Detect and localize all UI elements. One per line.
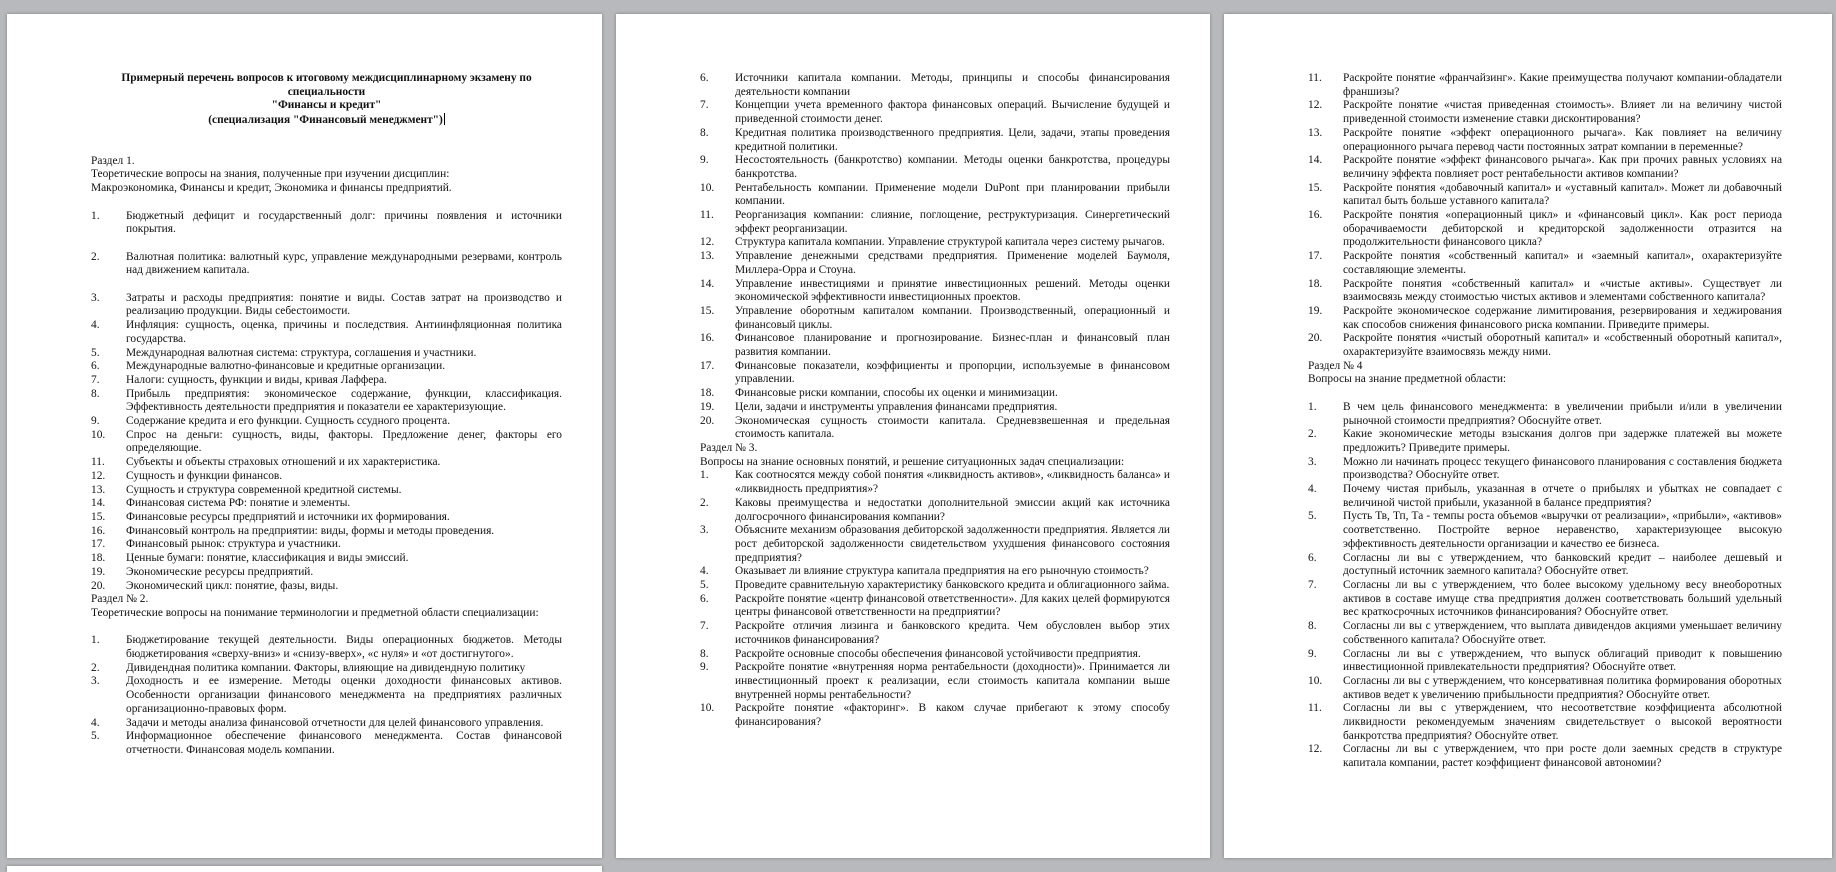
item-number: 5.	[91, 346, 100, 359]
item-number: 20.	[91, 579, 106, 592]
section-heading: Раздел № 2.	[91, 593, 149, 606]
item-text: Структура капитала компании. Управление структурой капитала через систему рычагов.	[735, 236, 1165, 249]
item-number: 16.	[91, 524, 106, 537]
item-text: Бюджетирование текущей деятельности. Виды операционных бюджетов. Методы бюджетирования «сверху-вниз» и «снизу-вверх», «с нуля» и «от достигнутого».	[126, 634, 562, 660]
item-text: Каковы преимущества и недостатки дополнительной эмиссии акций как источника долгосрочного финансирования компании?	[735, 496, 1170, 523]
item-number: 9.	[700, 661, 709, 674]
list-item	[700, 154, 1170, 181]
item-number: 10.	[700, 181, 715, 194]
item-text: Раскройте основные способы обеспечения финансовой устойчивости предприятия.	[735, 647, 1141, 660]
list-item	[1308, 401, 1782, 428]
list-item	[91, 566, 562, 580]
list-item	[1308, 456, 1782, 483]
item-number: 3.	[91, 291, 100, 304]
list-item	[1308, 72, 1782, 99]
item-text: Раскройте понятие «центр финансовой ответственности». Для каких целей формируются центры финансовой ответственности на предприятии?	[735, 592, 1170, 619]
item-number: 15.	[91, 510, 106, 523]
item-number: 10.	[700, 702, 715, 715]
item-number: 7.	[700, 620, 709, 633]
item-number: 18.	[1308, 277, 1323, 290]
question-list	[91, 210, 562, 594]
item-text: Финансовый контроль на предприятии: виды, формы и методы проведения.	[126, 524, 495, 537]
item-text: Раскройте понятие «чистая приведенная стоимость». Влияет ли на величину чистой приведенной стоимости изменение ставки дисконтирования?	[1343, 99, 1782, 126]
list-item	[91, 730, 562, 757]
question-list	[1308, 401, 1782, 771]
list-item	[91, 634, 562, 661]
list-item	[91, 319, 562, 346]
document-page-3	[1224, 14, 1832, 858]
item-number: 8.	[700, 126, 709, 139]
item-text: Какие экономические методы взыскания долгов при задержке платежей вы можете предложить? Приведите примеры.	[1343, 428, 1782, 454]
list-item	[1308, 552, 1782, 579]
list-item	[91, 360, 562, 374]
item-text: Раскройте отличия лизинга и банковского кредита. Чем обусловлен выбор этих источников финансирования?	[735, 620, 1170, 646]
item-number: 9.	[91, 415, 100, 428]
item-number: 20.	[700, 414, 715, 427]
list-item	[91, 429, 562, 456]
item-number: 8.	[1308, 620, 1317, 633]
list-item	[91, 580, 562, 594]
list-item	[1308, 305, 1782, 332]
item-number: 6.	[1308, 551, 1317, 564]
list-item	[91, 484, 562, 498]
list-item	[700, 209, 1170, 236]
list-item	[700, 415, 1170, 442]
item-text: Финансовые показатели, коэффициенты и пропорции, используемые в финансовом управлении.	[735, 359, 1170, 386]
list-item	[1308, 743, 1782, 770]
section-intro: Макроэкономика, Финансы и кредит, Экономика и финансы предприятий.	[91, 182, 452, 195]
item-text: Согласны ли вы с утверждением, что выплата дивидендов акциями уменьшает величину собственного капитала? Обоснуйте ответ.	[1343, 620, 1782, 646]
item-text: Раскройте понятия «собственный капитал» и «заемный капитал», охарактеризуйте составляющие элементы.	[1343, 250, 1782, 276]
list-item	[1308, 702, 1782, 743]
item-number: 6.	[700, 72, 709, 84]
item-number: 5.	[700, 579, 709, 592]
item-text: Валютная политика: валютный курс, управление международными резервами, контроль над движением капитала.	[126, 250, 562, 277]
item-text: Экономическая сущность стоимости капитала. Средневзвешенная и предельная стоимость капитала.	[735, 414, 1170, 441]
list-item	[700, 305, 1170, 332]
document-title: Примерный перечень вопросов к итоговому междисциплинарному экзамену по специальности "Финансы и кредит" (специализация "Финансовый менеджмент")	[121, 72, 532, 126]
item-number: 9.	[700, 154, 709, 167]
item-text: Экономический цикл: понятие, фазы, виды.	[126, 579, 339, 592]
list-item	[91, 347, 562, 361]
item-number: 8.	[700, 647, 709, 660]
item-number: 7.	[1308, 579, 1317, 591]
item-number: 6.	[700, 592, 709, 605]
item-text: Сущность и структура современной кредитной системы.	[126, 483, 402, 496]
item-number: 3.	[700, 524, 709, 537]
list-item	[1308, 648, 1782, 675]
list-item	[700, 702, 1170, 729]
item-text: Субъекты и объекты страховых отношений и их характеристика.	[126, 456, 441, 469]
list-item	[91, 470, 562, 484]
list-item	[91, 675, 562, 716]
item-number: 12.	[1308, 743, 1323, 756]
section-intro: Вопросы на знание основных понятий, и решение ситуационных задач специализации:	[700, 455, 1125, 468]
list-item	[700, 99, 1170, 126]
item-text: Прибыль предприятия: экономическое содержание, функции, классификация. Эффективность деятельности предприятия и показатели ее характеризующие.	[126, 387, 562, 414]
item-text: Международные валютно-финансовые и кредитные организации.	[126, 360, 446, 373]
item-number: 1.	[700, 469, 709, 482]
item-text: Финансовая система РФ: понятие и элементы.	[126, 497, 351, 510]
list-item	[1308, 99, 1782, 126]
item-text: Раскройте понятия «собственный капитал» и «чистые активы». Существует ли взаимосвязь между стоимостью чистых активов и элементами собственного капитала?	[1343, 277, 1782, 304]
item-text: Цели, задачи и инструменты управления финансами предприятия.	[735, 400, 1058, 413]
item-text: Согласны ли вы с утверждением, что консервативная политика формирования оборотных активов ведет к увеличению прибыльности предприятия? Обоснуйте ответ.	[1343, 674, 1782, 701]
list-item	[1308, 154, 1782, 181]
item-text: Управление денежными средствами предприятия. Применение моделей Баумоля, Миллера-Орра и Стоуна.	[735, 250, 1170, 276]
item-number: 15.	[700, 304, 715, 317]
list-item	[700, 360, 1170, 387]
item-number: 2.	[700, 496, 709, 509]
item-number: 7.	[91, 373, 100, 386]
item-number: 20.	[1308, 332, 1323, 345]
list-item	[700, 127, 1170, 154]
item-text: Инфляция: сущность, оценка, причины и последствия. Антиинфляционная политика государства.	[126, 319, 562, 345]
section-heading: Раздел № 3.	[700, 441, 758, 454]
item-number: 3.	[91, 675, 100, 688]
item-number: 5.	[91, 730, 100, 743]
item-text: Задачи и методы анализа финансовой отчетности для целей финансового управления.	[126, 716, 544, 729]
list-item	[700, 401, 1170, 415]
item-text: Несостоятельность (банкротство) компании. Методы оценки банкротства, процедуры банкротства.	[735, 154, 1170, 180]
item-text: Источники капитала компании. Методы, принципы и способы финансирования деятельности компании	[735, 72, 1170, 98]
list-item	[1308, 332, 1782, 359]
list-item	[700, 250, 1170, 277]
item-text: Раскройте экономическое содержание лимитирования, резервирования и хеджирования как способов снижения финансового риска компании. Приведите примеры.	[1343, 304, 1782, 331]
item-number: 2.	[91, 661, 100, 674]
item-number: 10.	[1308, 674, 1323, 687]
list-item	[91, 456, 562, 470]
item-number: 16.	[700, 332, 715, 345]
section-intro: Теоретические вопросы на понимание терминологии и предметной области специализации:	[91, 606, 539, 619]
list-item	[700, 565, 1170, 579]
item-number: 11.	[91, 456, 105, 469]
question-list	[1308, 72, 1782, 360]
list-item	[91, 388, 562, 415]
item-number: 4.	[91, 319, 100, 332]
list-item	[700, 620, 1170, 647]
item-text: В чем цель финансового менеджмента: в увеличении прибыли и/или в увеличении рыночной стоимости предприятия? Обоснуйте ответ.	[1343, 400, 1782, 427]
item-text: Оказывает ли влияние структура капитала предприятия на его рыночную стоимость?	[735, 565, 1149, 578]
list-item	[91, 374, 562, 388]
list-item	[1308, 510, 1782, 551]
list-item	[91, 662, 562, 676]
item-text: Раскройте понятия «операционный цикл» и «финансовый цикл». Как рост периода оборачиваемости дебиторской и кредиторской задолженности отразится на продолжительности финансового цикла?	[1343, 209, 1782, 249]
item-number: 1.	[91, 209, 100, 222]
next-page-edge	[7, 866, 602, 872]
item-text: Финансовые ресурсы предприятий и источники их формирования.	[126, 510, 450, 523]
item-text: Рентабельность компании. Применение модели DuPont при планировании прибыли компании.	[735, 181, 1170, 208]
item-number: 13.	[91, 483, 106, 496]
item-text: Управление инвестициями и принятие инвестиционных решений. Методы оценки экономической эффективности инвестиционных проектов.	[735, 277, 1170, 304]
list-item	[700, 579, 1170, 593]
section-intro: Теоретические вопросы на знания, полученные при изучении дисциплин:	[91, 168, 450, 181]
list-item	[91, 717, 562, 731]
item-text: Кредитная политика производственного предприятия. Цели, задачи, этапы проведения кредитной политики.	[735, 126, 1170, 153]
list-item	[700, 387, 1170, 401]
section-intro: Вопросы на знание предметной области:	[1308, 373, 1507, 386]
list-item	[1308, 483, 1782, 510]
item-text: Информационное обеспечение финансового менеджмента. Состав финансовой отчетности. Финансовая модель компании.	[126, 730, 562, 756]
list-item	[700, 524, 1170, 565]
section-heading: Раздел 1.	[91, 154, 135, 167]
item-number: 7.	[700, 99, 709, 112]
item-number: 4.	[91, 716, 100, 729]
item-number: 19.	[700, 400, 715, 413]
list-item	[700, 72, 1170, 99]
item-number: 15.	[1308, 181, 1323, 194]
item-number: 11.	[1308, 702, 1322, 715]
question-list	[700, 469, 1170, 729]
item-text: Финансовое планирование и прогнозирование. Бизнес-план и финансовый план развития компании.	[735, 332, 1170, 359]
item-text: Реорганизация компании: слияние, поглощение, реструктуризация. Синергетический эффект реорганизации.	[735, 209, 1170, 235]
list-item	[91, 511, 562, 525]
list-item	[1308, 675, 1782, 702]
list-item	[700, 661, 1170, 702]
item-text: Раскройте понятие «эффект операционного рычага». Как повлияет на величину операционного рычага перевод части постоянных затрат компании в переменные?	[1343, 126, 1782, 153]
text-cursor	[444, 113, 445, 125]
item-text: Финансовые риски компании, способы их оценки и минимизации.	[735, 387, 1058, 400]
list-item	[1308, 579, 1782, 620]
item-text: Согласны ли вы с утверждением, что более высокому удельному весу внеоборотных активов в составе имуще ства предприятия должен соответствовать больший удельный вес краткосрочных источников финансирования? Обоснуйте ответ.	[1343, 579, 1782, 619]
item-text: Согласны ли вы с утверждением, что несоответствие коэффициента абсолютной ликвидности рекомендуемым значениям свидетельствует о высокой вероятности банкротства предприятия? Обоснуйте ответ.	[1343, 702, 1782, 742]
item-number: 12.	[1308, 99, 1323, 112]
question-list	[700, 72, 1170, 442]
list-item	[700, 236, 1170, 250]
item-number: 16.	[1308, 209, 1323, 222]
document-page-2	[616, 14, 1210, 858]
item-number: 10.	[91, 428, 106, 441]
item-text: Согласны ли вы с утверждением, что выпуск облигаций приводит к повышению инвестиционной привлекательности предприятия? Обоснуйте ответ.	[1343, 647, 1782, 674]
item-text: Сущность и функции финансов.	[126, 469, 283, 482]
list-item	[700, 593, 1170, 620]
item-number: 19.	[1308, 304, 1323, 317]
list-item	[700, 332, 1170, 359]
item-number: 1.	[91, 634, 100, 647]
item-text: Согласны ли вы с утверждением, что при росте доли заемных средств в структуре капитала компании, растет коэффициент финансовой автономии?	[1343, 743, 1782, 770]
list-item	[91, 538, 562, 552]
list-item	[1308, 278, 1782, 305]
item-text: Доходность и ее измерение. Методы оценки доходности финансовых активов. Особенности организации финансового менеджмента на предприятиях различных организационно-правовых форм.	[126, 675, 562, 715]
item-text: Раскройте понятие «эффект финансового рычага». Как при прочих равных условиях на величину эффекта повлияет рост рентабельности активов компании?	[1343, 154, 1782, 180]
item-number: 14.	[700, 277, 715, 290]
list-item	[700, 278, 1170, 305]
list-item	[700, 648, 1170, 662]
item-number: 11.	[700, 209, 714, 222]
list-item	[91, 292, 562, 319]
list-item	[700, 469, 1170, 496]
item-text: Объясните механизм образования дебиторской задолженности предприятия. Является ли рост дебиторской задолженности свидетельством ухудшения финансового состояния предприятия?	[735, 524, 1170, 564]
item-text: Финансовый рынок: структура и участники.	[126, 538, 341, 551]
item-text: Управление оборотным капиталом компании. Производственный, операционный и финансовый циклы.	[735, 304, 1170, 331]
item-text: Проведите сравнительную характеристику банковского кредита и облигационного займа.	[735, 579, 1170, 592]
list-item	[91, 525, 562, 539]
item-text: Раскройте понятие «внутренняя норма рентабельности (доходности)». Принимается ли инвестиционный проект к реализации, если стоимость капитала компании выше внутренней нормы рентабельности?	[735, 661, 1170, 701]
list-item	[1308, 209, 1782, 250]
item-text: Международная валютная система: структура, соглашения и участники.	[126, 346, 477, 359]
item-text: Раскройте понятия «чистый оборотный капитал» и «собственный оборотный капитал», охарактеризуйте взаимосвязь между ними.	[1343, 332, 1782, 359]
list-item	[1308, 182, 1782, 209]
item-text: Бюджетный дефицит и государственный долг: причины появления и источники покрытия.	[126, 209, 562, 236]
item-number: 17.	[700, 359, 715, 372]
item-number: 18.	[91, 552, 106, 565]
item-number: 12.	[91, 469, 106, 482]
item-number: 18.	[700, 387, 715, 400]
item-number: 11.	[1308, 72, 1322, 84]
item-text: Ценные бумаги: понятие, классификация и виды эмиссий.	[126, 552, 409, 565]
list-item	[91, 552, 562, 566]
item-text: Раскройте понятие «франчайзинг». Какие преимущества получают компании-обладатели франшизы?	[1343, 72, 1782, 98]
item-text: Налоги: сущность, функции и виды, кривая Лаффера.	[126, 373, 387, 386]
section-heading: Раздел № 4	[1308, 359, 1363, 372]
list-item	[91, 497, 562, 511]
item-text: Как соотносятся между собой понятия «ликвидность активов», «ликвидность баланса» и «ликвидность предприятия»?	[735, 469, 1170, 496]
item-text: Пусть Тв, Тп, Та - темпы роста объемов «выручки от реализации», «прибыли», «активов» соответственно. Постройте верное неравенство, характеризующее высокую эффективность деятельности организации и качество ее бизнеса.	[1343, 510, 1782, 550]
document-page-1	[7, 14, 602, 858]
item-number: 9.	[1308, 647, 1317, 660]
item-number: 14.	[91, 497, 106, 510]
item-text: Можно ли начинать процесс текущего финансового планирования с составления бюджета производства? Обоснуйте ответ.	[1343, 455, 1782, 482]
item-number: 13.	[700, 250, 715, 263]
item-number: 2.	[91, 250, 100, 263]
item-number: 5.	[1308, 510, 1317, 523]
item-text: Спрос на деньги: сущность, виды, факторы. Предложение денег, факторы его определяющие.	[126, 428, 562, 455]
list-item	[1308, 250, 1782, 277]
list-item	[700, 182, 1170, 209]
item-number: 14.	[1308, 154, 1323, 167]
item-text: Концепции учета временного фактора финансовых операций. Вычисление будущей и приведенной стоимости денег.	[735, 99, 1170, 126]
item-number: 17.	[91, 538, 106, 551]
item-text: Раскройте понятия «добавочный капитал» и «уставный капитал». Может ли добавочный капитал быть больше уставного капитала?	[1343, 181, 1782, 208]
item-number: 2.	[1308, 428, 1317, 441]
item-number: 4.	[1308, 483, 1317, 496]
list-item	[91, 415, 562, 429]
item-text: Содержание кредита и его функции. Сущность ссудного процента.	[126, 415, 451, 428]
list-item	[700, 497, 1170, 524]
list-item	[1308, 127, 1782, 154]
item-text: Раскройте понятие «факторинг». В каком случае прибегают к этому способу финансирования?	[735, 702, 1170, 729]
item-text: Затраты и расходы предприятия: понятие и виды. Состав затрат на производство и реализацию продукции. Виды себестоимости.	[126, 291, 562, 318]
item-number: 19.	[91, 565, 106, 578]
list-item	[91, 251, 562, 278]
question-list	[91, 634, 562, 757]
item-number: 3.	[1308, 455, 1317, 468]
item-text: Дивидендная политика компании. Факторы, влияющие на дивидендную политику	[126, 661, 526, 674]
item-number: 1.	[1308, 400, 1317, 413]
item-number: 6.	[91, 360, 100, 373]
list-item	[1308, 620, 1782, 647]
list-item	[1308, 428, 1782, 455]
item-number: 8.	[91, 387, 100, 400]
item-number: 17.	[1308, 250, 1323, 263]
item-text: Экономические ресурсы предприятий.	[126, 565, 314, 578]
list-item	[91, 210, 562, 237]
item-number: 12.	[700, 236, 715, 249]
item-text: Согласны ли вы с утверждением, что банковский кредит – наиболее дешевый и доступный источник заемного капитала? Обоснуйте ответ.	[1343, 551, 1782, 578]
item-number: 4.	[700, 565, 709, 578]
item-text: Почему чистая прибыль, указанная в отчете о прибылях и убытках не совпадает с величиной чистой прибыли, указанной в балансе предприятия?	[1343, 483, 1782, 509]
item-number: 13.	[1308, 126, 1323, 139]
